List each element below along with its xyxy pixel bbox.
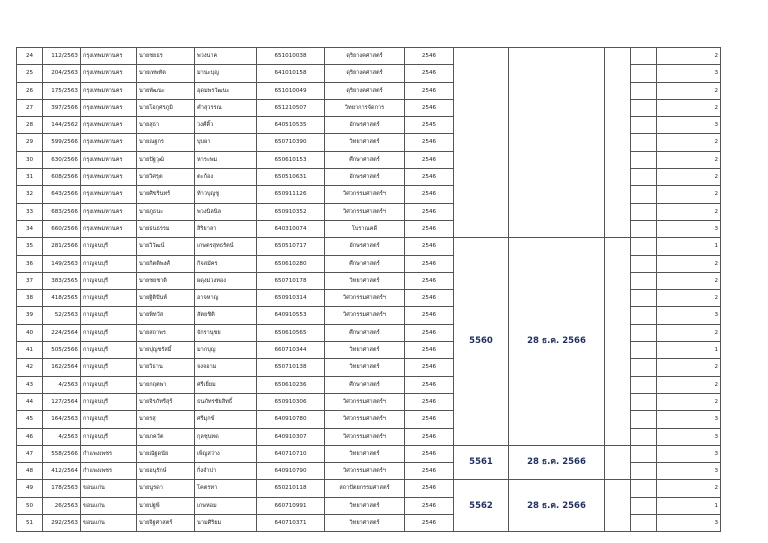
grade-cell: 2 (657, 151, 721, 168)
last-name-cell: สัตยชิติ (195, 307, 257, 324)
province-cell: กาญจนบุรี (81, 290, 137, 307)
row-number-cell: 49 (17, 480, 43, 497)
faculty-cell: วิทยาศาสตร์ (325, 515, 405, 532)
province-cell: กาญจนบุรี (81, 359, 137, 376)
student-id-cell: 650610565 (257, 324, 325, 341)
row-number-cell: 47 (17, 445, 43, 462)
row-number-cell: 37 (17, 272, 43, 289)
faculty-cell: ศึกษาศาสตร์ (325, 324, 405, 341)
student-id-cell: 660710344 (257, 342, 325, 359)
year-cell: 2546 (405, 65, 454, 82)
grade-cell: 2 (657, 169, 721, 186)
row-number-cell: 45 (17, 411, 43, 428)
last-name-cell: หาระพม (195, 151, 257, 168)
faculty-cell: วิทยาศาสตร์ (325, 497, 405, 514)
first-name-cell: นายธนธรรม (137, 220, 195, 237)
faculty-cell: วิศวกรรมศาสตร์ฯ (325, 290, 405, 307)
year-cell: 2546 (405, 203, 454, 220)
faculty-cell: ดุริยางคศาสตร์ (325, 82, 405, 99)
row-number-cell: 39 (17, 307, 43, 324)
empty-cell (631, 359, 657, 376)
reference-cell: 505/2566 (43, 342, 81, 359)
last-name-cell: อุดมพรวัฒนะ (195, 82, 257, 99)
reference-cell: 281/2566 (43, 238, 81, 255)
empty-cell (631, 445, 657, 462)
province-cell: กรุงเทพมหานคร (81, 220, 137, 237)
faculty-cell: ศึกษาศาสตร์ (325, 151, 405, 168)
table-row (17, 48, 721, 65)
empty-cell (605, 445, 631, 480)
first-name-cell: นายรสุ (137, 411, 195, 428)
empty-cell (631, 463, 657, 480)
student-id-cell: 650911126 (257, 186, 325, 203)
student-id-cell: 660710991 (257, 497, 325, 514)
reference-cell: 224/2564 (43, 324, 81, 341)
year-cell: 2545 (405, 117, 454, 134)
faculty-cell: วิทยาศาสตร์ (325, 359, 405, 376)
faculty-cell: อักษรศาสตร์ (325, 117, 405, 134)
order-number-cell (454, 48, 509, 238)
reference-cell: 127/2564 (43, 393, 81, 410)
year-cell: 2546 (405, 255, 454, 272)
empty-cell (631, 220, 657, 237)
faculty-cell: วิศวกรรมศาสตร์ฯ (325, 307, 405, 324)
faculty-cell: วิศวกรรมศาสตร์ฯ (325, 393, 405, 410)
first-name-cell: นายกฤตพา (137, 376, 195, 393)
province-cell: ขอนแก่น (81, 480, 137, 497)
row-number-cell: 31 (17, 169, 43, 186)
empty-cell (631, 411, 657, 428)
faculty-cell: ศึกษาศาสตร์ (325, 255, 405, 272)
grade-cell: 3 (657, 445, 721, 462)
province-cell: กาญจนบุรี (81, 428, 137, 445)
province-cell: ขอนแก่น (81, 497, 137, 514)
province-cell: กรุงเทพมหานคร (81, 151, 137, 168)
first-name-cell: นายอนุรักษ์ (137, 463, 195, 480)
last-name-cell: กิ่งจำปา (195, 463, 257, 480)
first-name-cell: นายปฐพี (137, 497, 195, 514)
first-name-cell: นายโอกุศรภูมิ (137, 99, 195, 116)
year-cell: 2546 (405, 428, 454, 445)
grade-cell: 2 (657, 376, 721, 393)
student-id-cell: 651010038 (257, 48, 325, 65)
province-cell: กรุงเทพมหานคร (81, 99, 137, 116)
first-name-cell: นายสุธา (137, 117, 195, 134)
student-id-cell: 640910553 (257, 307, 325, 324)
year-cell: 2546 (405, 376, 454, 393)
faculty-cell: วิศวกรรมศาสตร์ฯ (325, 411, 405, 428)
reference-cell: 558/2566 (43, 445, 81, 462)
row-number-cell: 26 (17, 82, 43, 99)
order-date-cell: 28 ธ.ค. 2566 (509, 238, 605, 446)
province-cell: กาญจนบุรี (81, 307, 137, 324)
year-cell: 2546 (405, 290, 454, 307)
year-cell: 2546 (405, 272, 454, 289)
reference-cell: 175/2563 (43, 82, 81, 99)
grade-cell: 1 (657, 238, 721, 255)
year-cell: 2546 (405, 48, 454, 65)
year-cell: 2546 (405, 151, 454, 168)
empty-cell (631, 342, 657, 359)
faculty-cell: วิทยาศาสตร์ (325, 134, 405, 151)
province-cell: กรุงเทพมหานคร (81, 65, 137, 82)
year-cell: 2546 (405, 359, 454, 376)
reference-cell: 162/2564 (43, 359, 81, 376)
row-number-cell: 29 (17, 134, 43, 151)
last-name-cell: กิจสมัคร (195, 255, 257, 272)
faculty-cell: วิศวกรรมศาสตร์ฯ (325, 463, 405, 480)
last-name-cell: กุลชุนทด (195, 428, 257, 445)
reference-cell: 383/2565 (43, 272, 81, 289)
student-id-cell: 640910307 (257, 428, 325, 445)
student-id-cell: 650610153 (257, 151, 325, 168)
last-name-cell: มากบุญ (195, 342, 257, 359)
year-cell: 2546 (405, 342, 454, 359)
first-name-cell: นายภูธนะ (137, 203, 195, 220)
last-name-cell: บุบผา (195, 134, 257, 151)
table-row (17, 238, 721, 255)
reference-cell: 412/2564 (43, 463, 81, 480)
last-name-cell: วงศ์คิ้ว (195, 117, 257, 134)
empty-cell (631, 151, 657, 168)
first-name-cell: นายวิธาน (137, 359, 195, 376)
year-cell: 2546 (405, 411, 454, 428)
first-name-cell: นายจิรภัทรีสุร์ (137, 393, 195, 410)
faculty-cell: วิทยาศาสตร์ (325, 342, 405, 359)
row-number-cell: 41 (17, 342, 43, 359)
empty-cell (631, 82, 657, 99)
row-number-cell: 34 (17, 220, 43, 237)
grade-cell: 2 (657, 186, 721, 203)
first-name-cell: นายนูรดา (137, 480, 195, 497)
faculty-cell: โบราณคดี (325, 220, 405, 237)
empty-cell (631, 307, 657, 324)
empty-cell (631, 324, 657, 341)
province-cell: กำแพงเพชร (81, 445, 137, 462)
year-cell: 2546 (405, 186, 454, 203)
order-number-cell: 5562 (454, 480, 509, 532)
student-id-cell: 650710390 (257, 134, 325, 151)
last-name-cell: เกษตรสุทธรัตน์ (195, 238, 257, 255)
empty-cell (631, 272, 657, 289)
grade-cell: 3 (657, 428, 721, 445)
first-name-cell: นายณัฐดนัย (137, 445, 195, 462)
last-name-cell: อาจหาญ (195, 290, 257, 307)
grade-cell: 2 (657, 134, 721, 151)
province-cell: กาญจนบุรี (81, 272, 137, 289)
student-id-cell: 640710371 (257, 515, 325, 532)
grade-cell: 3 (657, 307, 721, 324)
first-name-cell: นายณฐกร (137, 134, 195, 151)
row-number-cell: 44 (17, 393, 43, 410)
year-cell: 2546 (405, 169, 454, 186)
first-name-cell: นายฐิติปันท์ (137, 290, 195, 307)
first-name-cell: นายเทพทัต (137, 65, 195, 82)
last-name-cell: โคตรทา (195, 480, 257, 497)
student-id-cell: 640710710 (257, 445, 325, 462)
province-cell: กาญจนบุรี (81, 342, 137, 359)
year-cell: 2546 (405, 515, 454, 532)
empty-cell (631, 290, 657, 307)
grade-cell: 3 (657, 515, 721, 532)
student-id-cell: 651210507 (257, 99, 325, 116)
grade-cell: 3 (657, 220, 721, 237)
student-id-cell: 640910780 (257, 411, 325, 428)
first-name-cell: นายชยชาติ (137, 272, 195, 289)
first-name-cell: นายปัฐวุฒิ (137, 151, 195, 168)
last-name-cell: มานะบุญ (195, 65, 257, 82)
last-name-cell: จักรานุชย (195, 324, 257, 341)
order-number-cell: 5561 (454, 445, 509, 480)
province-cell: กาญจนบุรี (81, 393, 137, 410)
last-name-cell: สิริยาลา (195, 220, 257, 237)
last-name-cell: เกษหอม (195, 497, 257, 514)
row-number-cell: 30 (17, 151, 43, 168)
empty-cell (605, 480, 631, 532)
row-number-cell: 24 (17, 48, 43, 65)
row-number-cell: 32 (17, 186, 43, 203)
reference-cell: 630/2566 (43, 151, 81, 168)
last-name-cell: จงจอาม (195, 359, 257, 376)
first-name-cell: นายสถาพร (137, 324, 195, 341)
reference-cell: 164/2563 (43, 411, 81, 428)
row-number-cell: 50 (17, 497, 43, 514)
grade-cell: 2 (657, 255, 721, 272)
student-id-cell: 650910314 (257, 290, 325, 307)
first-name-cell: นายศิขรินทร์ (137, 186, 195, 203)
reference-cell: 397/2566 (43, 99, 81, 116)
row-number-cell: 42 (17, 359, 43, 376)
order-number-cell: 5560 (454, 238, 509, 446)
empty-cell (631, 480, 657, 497)
empty-cell (631, 186, 657, 203)
row-number-cell: 46 (17, 428, 43, 445)
last-name-cell: พวงนาค (195, 48, 257, 65)
province-cell: กรุงเทพมหานคร (81, 134, 137, 151)
reference-cell: 149/2563 (43, 255, 81, 272)
faculty-cell: วิศวกรรมศาสตร์ฯ (325, 203, 405, 220)
grade-cell: 2 (657, 324, 721, 341)
first-name-cell: นายกิตติพงศ์ (137, 255, 195, 272)
province-cell: กรุงเทพมหานคร (81, 48, 137, 65)
student-id-cell: 640310074 (257, 220, 325, 237)
last-name-cell: ศรีมุกข์ (195, 411, 257, 428)
year-cell: 2546 (405, 134, 454, 151)
reference-cell: 660/2566 (43, 220, 81, 237)
reference-cell: 4/2563 (43, 376, 81, 393)
province-cell: กรุงเทพมหานคร (81, 203, 137, 220)
province-cell: กำแพงเพชร (81, 463, 137, 480)
empty-cell (631, 65, 657, 82)
row-number-cell: 43 (17, 376, 43, 393)
grade-cell: 2 (657, 359, 721, 376)
student-id-cell: 641010158 (257, 65, 325, 82)
student-id-cell: 651010049 (257, 82, 325, 99)
faculty-cell: วิศวกรรมศาสตร์ฯ (325, 428, 405, 445)
grade-cell: 2 (657, 480, 721, 497)
first-name-cell: นายปุญชรัสมิ์ (137, 342, 195, 359)
faculty-cell: วิศวกรรมศาสตร์ฯ (325, 186, 405, 203)
empty-cell (631, 393, 657, 410)
province-cell: ขอนแก่น (81, 515, 137, 532)
province-cell: กรุงเทพมหานคร (81, 82, 137, 99)
student-id-cell: 650510631 (257, 169, 325, 186)
province-cell: กาญจนบุรี (81, 411, 137, 428)
grade-cell: 3 (657, 411, 721, 428)
first-name-cell: นายพัฒนะ (137, 82, 195, 99)
first-name-cell: นายวิวัฒน์ (137, 238, 195, 255)
empty-cell (631, 376, 657, 393)
last-name-cell: ศรีเยี่ยม (195, 376, 257, 393)
empty-cell (605, 48, 631, 238)
student-id-cell: 650610236 (257, 376, 325, 393)
grade-cell: 3 (657, 117, 721, 134)
last-name-cell: ท้าวบุญชู (195, 186, 257, 203)
grade-cell: 2 (657, 290, 721, 307)
grade-cell: 2 (657, 99, 721, 116)
empty-cell (631, 134, 657, 151)
reference-cell: 204/2563 (43, 65, 81, 82)
faculty-cell: อักษรศาสตร์ (325, 169, 405, 186)
order-date-cell (509, 48, 605, 238)
reference-cell: 52/2563 (43, 307, 81, 324)
last-name-cell: เพ็ญสว่าง (195, 445, 257, 462)
grade-cell: 3 (657, 65, 721, 82)
order-date-cell: 28 ธ.ค. 2566 (509, 480, 605, 532)
year-cell: 2546 (405, 497, 454, 514)
student-id-cell: 650910306 (257, 393, 325, 410)
row-number-cell: 51 (17, 515, 43, 532)
empty-cell (631, 117, 657, 134)
row-number-cell: 33 (17, 203, 43, 220)
province-cell: กาญจนบุรี (81, 238, 137, 255)
empty-cell (631, 203, 657, 220)
row-number-cell: 40 (17, 324, 43, 341)
student-id-cell: 640910790 (257, 463, 325, 480)
reference-cell: 292/2563 (43, 515, 81, 532)
reference-cell: 608/2566 (43, 169, 81, 186)
first-name-cell: นายจิฐศาสตร์ (137, 515, 195, 532)
first-name-cell: นายชยธร (137, 48, 195, 65)
row-number-cell: 48 (17, 463, 43, 480)
order-date-cell: 28 ธ.ค. 2566 (509, 445, 605, 480)
reference-cell: 112/2563 (43, 48, 81, 65)
year-cell: 2546 (405, 445, 454, 462)
last-name-cell: ผดุงม่วงทอง (195, 272, 257, 289)
faculty-cell: สถาปัตยกรรมศาสตร์ (325, 480, 405, 497)
faculty-cell: ดุริยางคศาสตร์ (325, 48, 405, 65)
row-number-cell: 35 (17, 238, 43, 255)
last-name-cell: พวงนิลนิล (195, 203, 257, 220)
province-cell: กาญจนบุรี (81, 255, 137, 272)
student-id-cell: 650210118 (257, 480, 325, 497)
last-name-cell: นามศิริยม (195, 515, 257, 532)
faculty-cell: ศึกษาศาสตร์ (325, 376, 405, 393)
table-row (17, 480, 721, 497)
year-cell: 2546 (405, 82, 454, 99)
year-cell: 2546 (405, 480, 454, 497)
row-number-cell: 36 (17, 255, 43, 272)
empty-cell (631, 497, 657, 514)
province-cell: กรุงเทพมหานคร (81, 186, 137, 203)
student-id-cell: 650910352 (257, 203, 325, 220)
grade-cell: 2 (657, 272, 721, 289)
province-cell: กรุงเทพมหานคร (81, 117, 137, 134)
student-id-cell: 650710138 (257, 359, 325, 376)
last-name-cell: ธนภัทรชัยสิทธิ์ (195, 393, 257, 410)
row-number-cell: 28 (17, 117, 43, 134)
empty-cell (631, 48, 657, 65)
faculty-cell: ดุริยางคศาสตร์ (325, 65, 405, 82)
reference-cell: 599/2566 (43, 134, 81, 151)
reference-cell: 643/2566 (43, 186, 81, 203)
grade-cell: 1 (657, 342, 721, 359)
empty-cell (631, 515, 657, 532)
student-id-cell: 640510535 (257, 117, 325, 134)
student-roster-table (16, 47, 721, 532)
first-name-cell: นายพิทวัส (137, 307, 195, 324)
grade-cell: 1 (657, 497, 721, 514)
reference-cell: 683/2566 (43, 203, 81, 220)
empty-cell (631, 255, 657, 272)
reference-cell: 4/2563 (43, 428, 81, 445)
empty-cell (631, 238, 657, 255)
year-cell: 2546 (405, 220, 454, 237)
empty-cell (605, 238, 631, 446)
reference-cell: 26/2563 (43, 497, 81, 514)
first-name-cell: นายภควัต (137, 428, 195, 445)
reference-cell: 418/2565 (43, 290, 81, 307)
empty-cell (631, 428, 657, 445)
roster-body (17, 48, 721, 532)
province-cell: กรุงเทพมหานคร (81, 169, 137, 186)
province-cell: กาญจนบุรี (81, 324, 137, 341)
year-cell: 2546 (405, 324, 454, 341)
faculty-cell: วิทยาการจัดการ (325, 99, 405, 116)
student-id-cell: 650510717 (257, 238, 325, 255)
province-cell: กาญจนบุรี (81, 376, 137, 393)
year-cell: 2546 (405, 393, 454, 410)
year-cell: 2546 (405, 99, 454, 116)
row-number-cell: 38 (17, 290, 43, 307)
grade-cell: 2 (657, 203, 721, 220)
empty-cell (631, 99, 657, 116)
row-number-cell: 27 (17, 99, 43, 116)
grade-cell: 2 (657, 48, 721, 65)
table-row (17, 445, 721, 462)
year-cell: 2546 (405, 238, 454, 255)
first-name-cell: นายวิศรุต (137, 169, 195, 186)
last-name-cell: ตะก้อง (195, 169, 257, 186)
last-name-cell: คำสุวรรณ (195, 99, 257, 116)
faculty-cell: อักษรศาสตร์ (325, 238, 405, 255)
grade-cell: 2 (657, 82, 721, 99)
row-number-cell: 25 (17, 65, 43, 82)
reference-cell: 144/2562 (43, 117, 81, 134)
faculty-cell: วิทยาศาสตร์ (325, 272, 405, 289)
student-id-cell: 650710178 (257, 272, 325, 289)
year-cell: 2546 (405, 463, 454, 480)
empty-cell (631, 169, 657, 186)
grade-cell: 3 (657, 463, 721, 480)
grade-cell: 2 (657, 393, 721, 410)
reference-cell: 178/2563 (43, 480, 81, 497)
year-cell: 2546 (405, 307, 454, 324)
faculty-cell: วิทยาศาสตร์ (325, 445, 405, 462)
student-id-cell: 650610280 (257, 255, 325, 272)
